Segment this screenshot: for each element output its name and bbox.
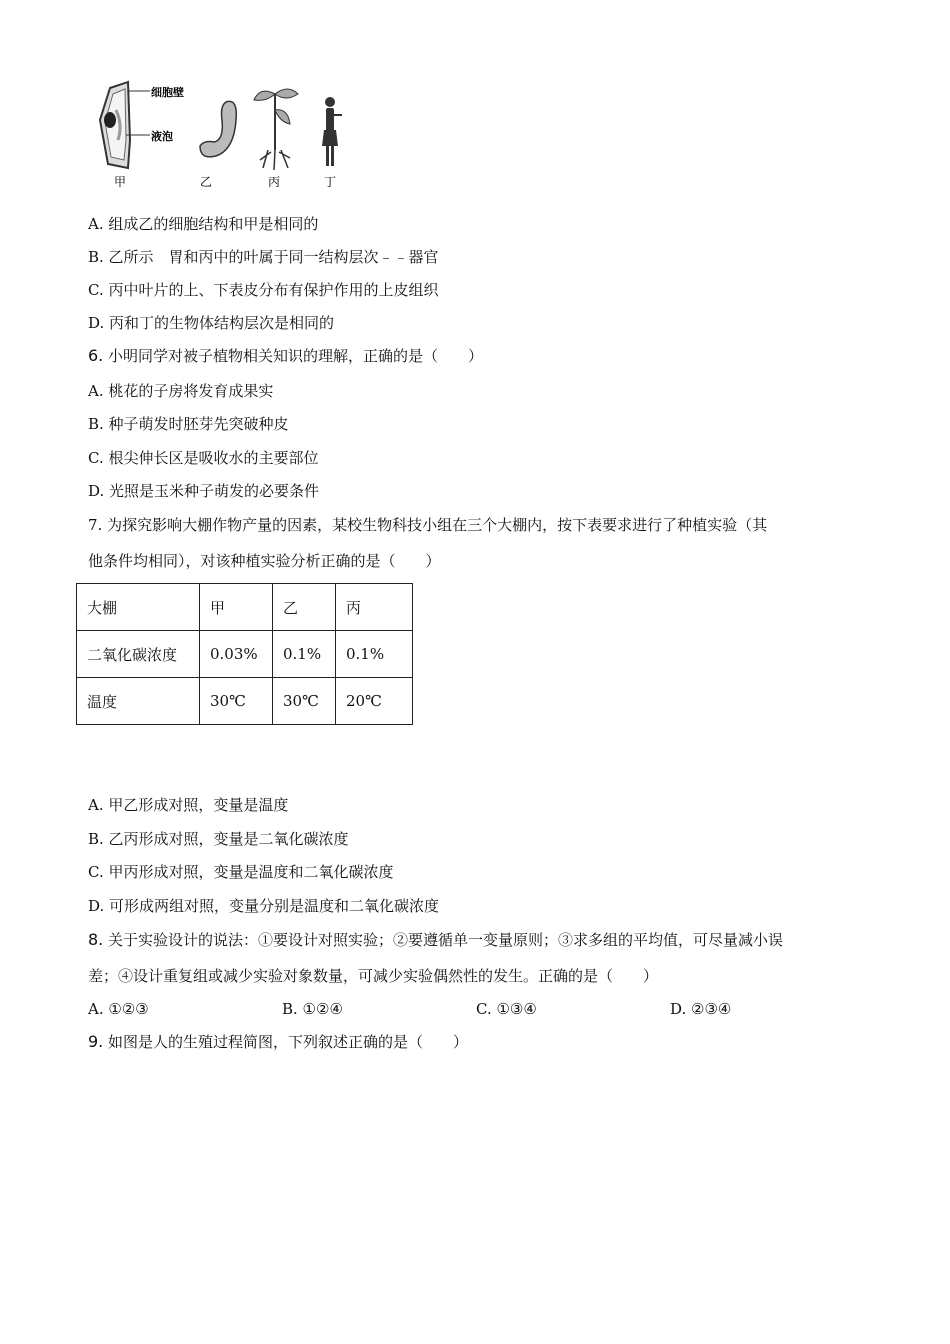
q6-option-c: C. 根尖伸长区是吸收水的主要部位 [88,449,319,467]
table-cell: 二氧化碳浓度 [77,631,200,678]
q6-number: 6. [88,346,104,365]
q8-number: 8. [88,930,104,949]
q8-stem-text: 关于实验设计的说法：①要设计对照实验；②要遵循单一变量原则；③求多组的平均值，可尽量减小误 [103,931,784,949]
q6-stem [88,346,483,366]
q8-option-b: B. ①②④ [282,1000,343,1018]
biology-figure [88,80,358,192]
caption-ding: 丁 [324,175,337,189]
q7-option-c: C. 甲丙形成对照，变量是温度和二氧化碳浓度 [88,863,394,881]
q6-option-d: D. 光照是玉米种子萌发的必要条件 [88,482,320,500]
q5-option-b: B. 乙所示 胃和丙中的叶属于同一结构层次﹣﹣器官 [88,248,439,266]
q6-stem-text: 小明同学对被子植物相关知识的理解，正确的是（ ） [103,347,484,365]
table-cell: 30℃ [200,678,273,725]
table-cell: 0.03% [200,631,273,678]
table-cell: 0.1% [336,631,413,678]
q7-stem-line2: 他条件均相同），对该种植实验分析正确的是（ ） [88,552,441,570]
plant-diagram [254,89,298,170]
caption-yi: 乙 [200,175,213,189]
table-cell: 大棚 [77,584,200,631]
plant-cell-diagram [100,82,150,168]
q5-option-d: D. 丙和丁的生物体结构层次是相同的 [88,314,335,332]
q7-option-d: D. 可形成两组对照，变量分别是温度和二氧化碳浓度 [88,897,440,915]
q8-stem-line1 [88,930,783,950]
q7-table [76,583,413,725]
vacuole-label: 液泡 [151,130,173,143]
table-row [77,678,413,725]
table-cell: 20℃ [336,678,413,725]
q8-option-a: A. ①②③ [88,1000,149,1018]
q6-option-b: B. 种子萌发时胚芽先突破种皮 [88,415,289,433]
q7-stem-line1: 7. 为探究影响大棚作物产量的因素，某校生物科技小组在三个大棚内，按下表要求进行了种植实验（其 [88,516,768,534]
q7-option-a: A. 甲乙形成对照，变量是温度 [88,796,289,814]
table-cell: 0.1% [273,631,336,678]
table-cell: 乙 [273,584,336,631]
table-cell: 丙 [336,584,413,631]
q9-stem-text: 如图是人的生殖过程简图，下列叙述正确的是（ ） [103,1033,469,1051]
table-cell: 甲 [200,584,273,631]
person-diagram [322,97,342,166]
caption-bing: 丙 [268,175,281,189]
cell-wall-label: 细胞壁 [151,86,184,99]
q6-option-a: A. 桃花的子房将发育成果实 [88,382,274,400]
q9-number: 9. [88,1032,104,1051]
q5-option-c: C. 丙中叶片的上、下表皮分布有保护作用的上皮组织 [88,281,439,299]
table-row [77,631,413,678]
q8-stem-line2: 差；④设计重复组或减少实验对象数量，可减少实验偶然性的发生。正确的是（ ） [88,967,659,985]
stomach-diagram [200,101,236,157]
q8-option-c: C. ①③④ [476,1000,537,1018]
table-row [77,584,413,631]
q9-stem [88,1032,468,1052]
table-cell: 30℃ [273,678,336,725]
q7-option-b: B. 乙丙形成对照，变量是二氧化碳浓度 [88,830,349,848]
q8-option-d: D. ②③④ [670,1000,732,1018]
caption-jia: 甲 [114,175,127,189]
q5-option-a: A. 组成乙的细胞结构和甲是相同的 [88,215,319,233]
table-cell: 温度 [77,678,200,725]
